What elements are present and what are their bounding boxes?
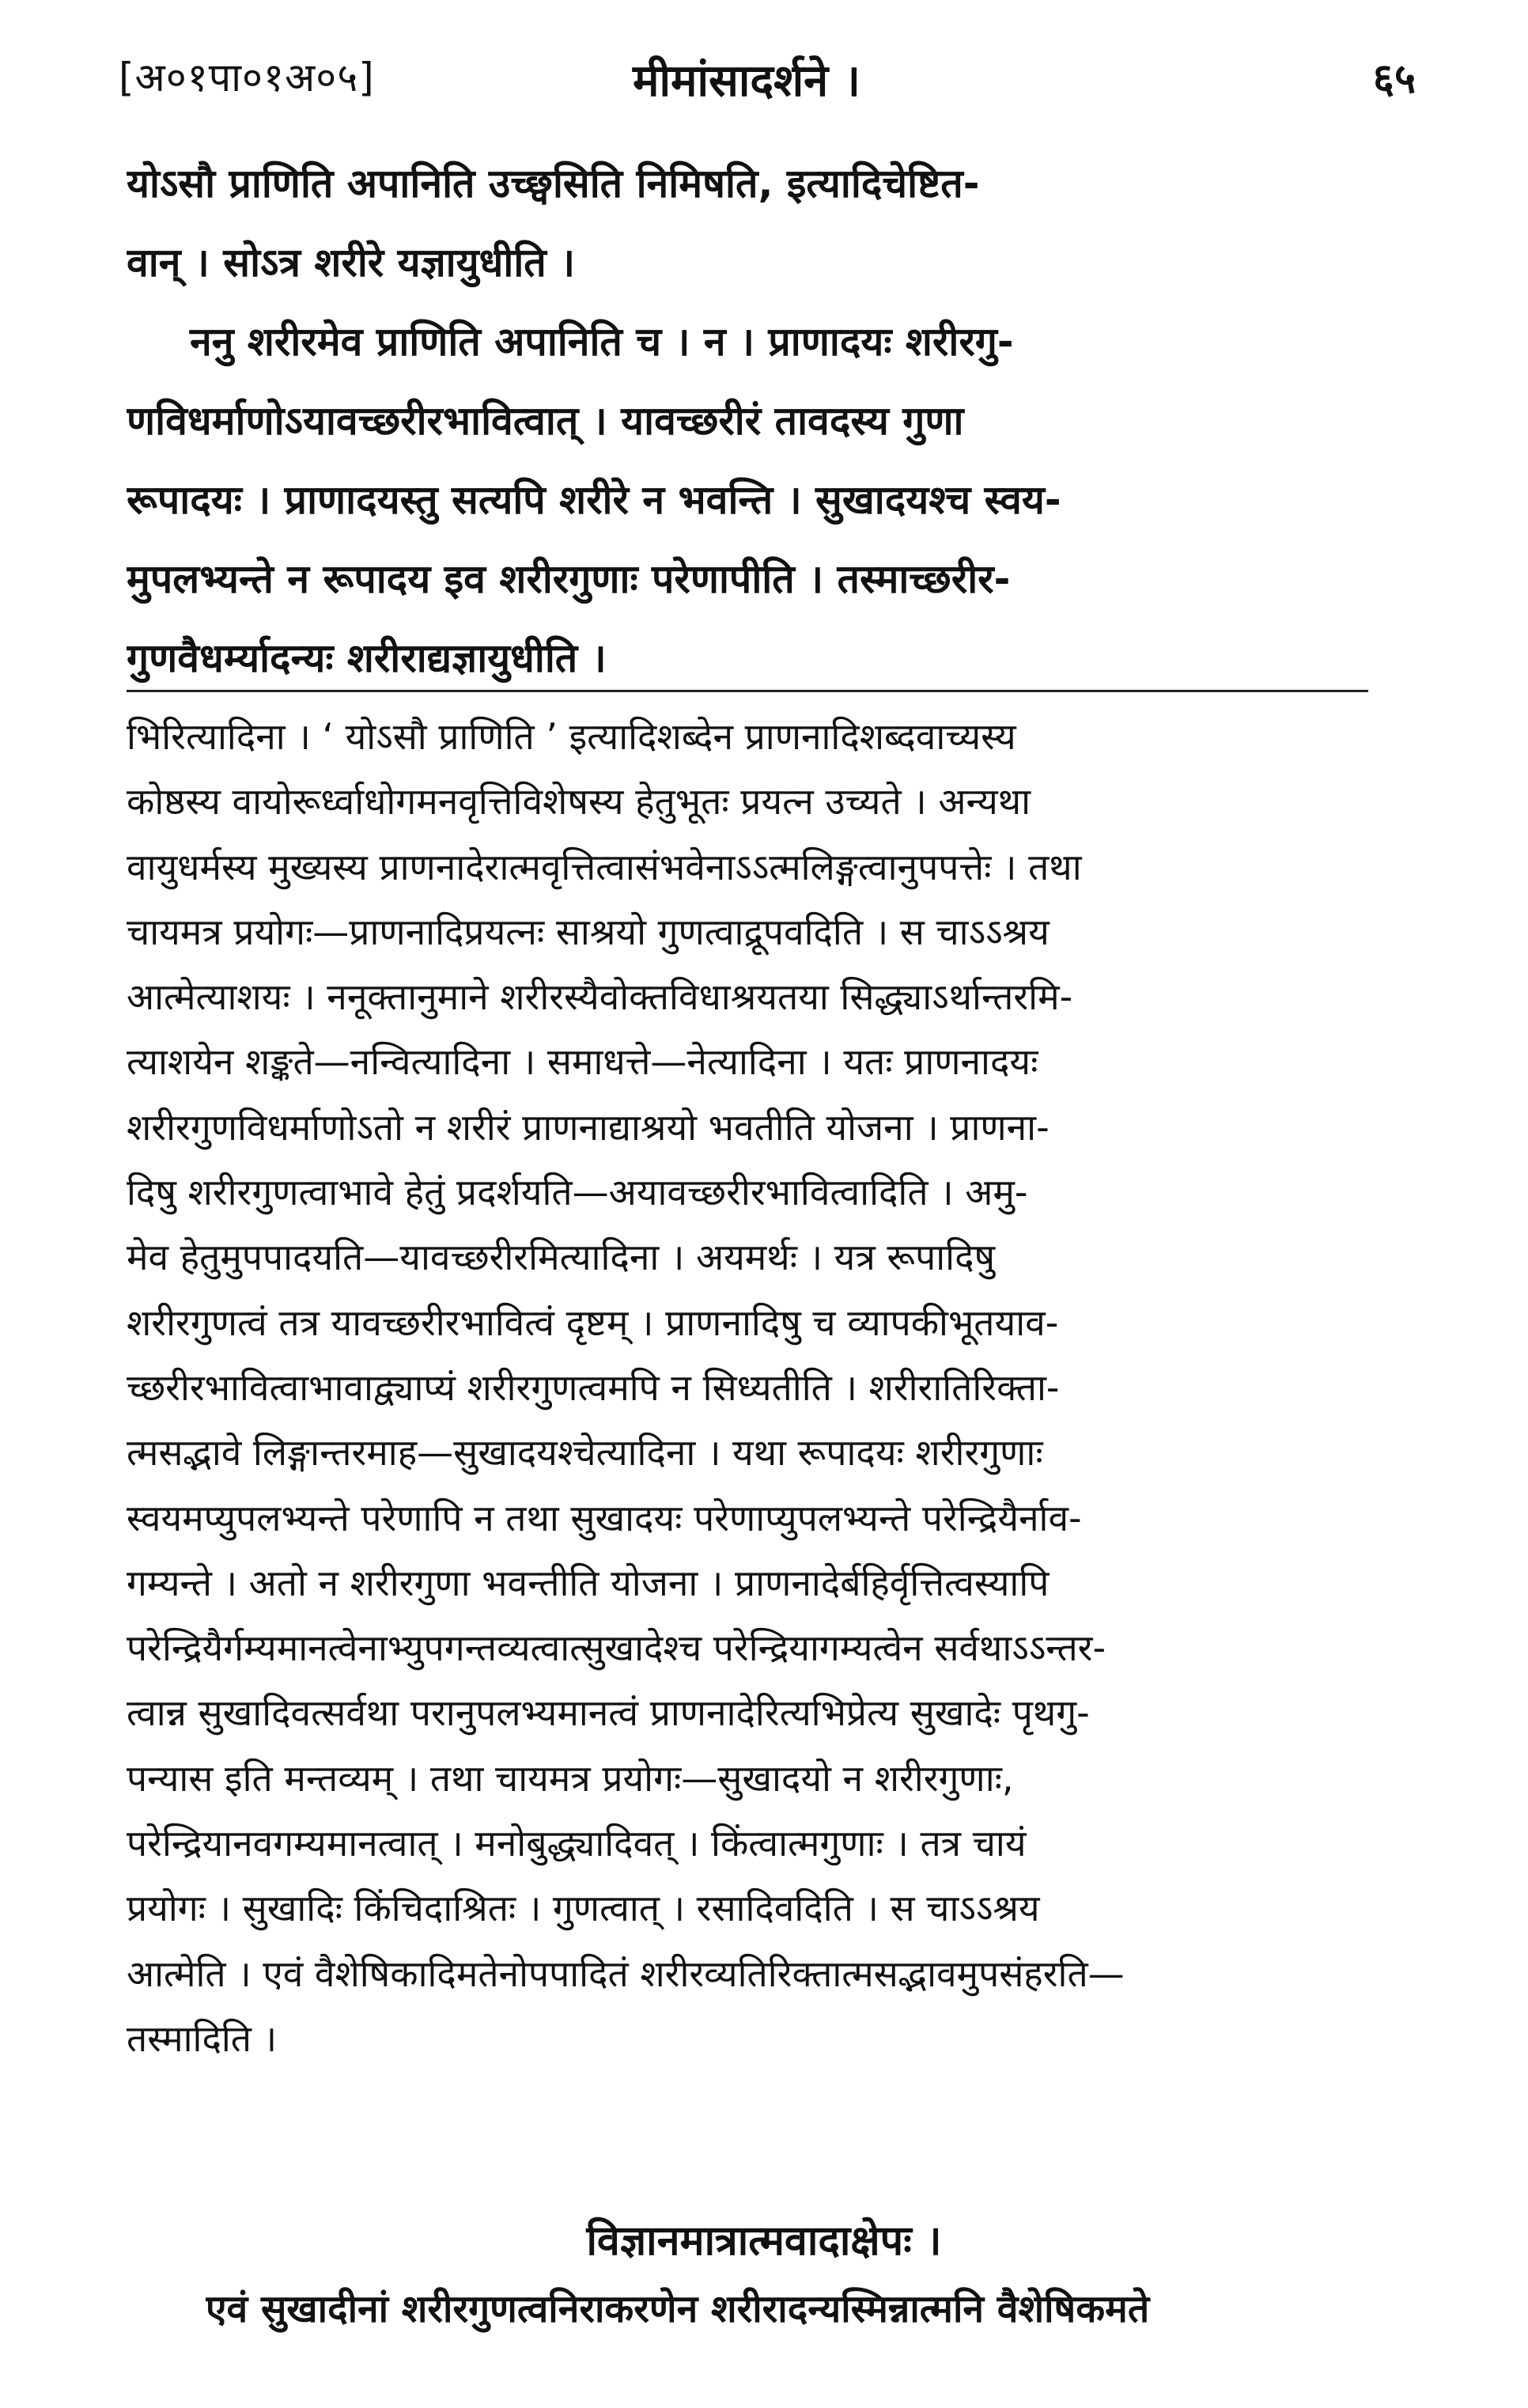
commentary-line: परेन्द्रियानवगम्यमानत्वात् । मनोबुद्ध्यादिवत् । किंत्वात्मगुणाः । तत्र चायं bbox=[127, 1822, 1027, 1865]
commentary-line: त्याशयेन शङ्कते—नन्वित्यादिना । समाधत्ते—नेत्यादिना । यतः प्राणनादयः bbox=[127, 1040, 1038, 1084]
commentary-line: शरीरगुणविधर्माणोऽतो न शरीरं प्राणनाद्याश्रयो भवतीति योजना । प्राणना- bbox=[127, 1105, 1050, 1149]
commentary-block bbox=[127, 704, 1392, 2071]
page-number: ६५ bbox=[1372, 55, 1416, 103]
commentary-line: भिरित्यादिना । ‘ योऽसौ प्राणिति ’ इत्यादिशब्देन प्राणनादिशब्दवाच्यस्य bbox=[127, 715, 1016, 758]
commentary-line: वायुधर्मस्य मुख्यस्य प्राणनादेरात्मवृत्तित्वासंभवेनाऽऽत्मलिङ्गत्वानुपपत्तेः । तथा bbox=[127, 845, 1082, 888]
commentary-line: चायमत्र प्रयोगः—प्राणनादिप्रयत्नः साश्रयो गुणत्वाद्रूपवदिति । स चाऽऽश्रय bbox=[127, 910, 1050, 953]
section-subheading: विज्ञानमात्रात्मवादाक्षेपः । bbox=[586, 2217, 942, 2265]
section-divider bbox=[127, 690, 1368, 692]
page-header bbox=[119, 49, 1416, 120]
commentary-line: दिषु शरीरगुणत्वाभावे हेतुं प्रदर्शयति—अयावच्छरीरभावित्वादिति । अमु- bbox=[127, 1171, 1028, 1214]
commentary-line: शरीरगुणत्वं तत्र यावच्छरीरभावित्वं दृष्टम् । प्राणनादिषु च व्यापकीभूतयाव- bbox=[127, 1301, 1059, 1344]
running-title: मीमांसादर्शने । bbox=[633, 55, 860, 107]
commentary-line: च्छरीरभावित्वाभावाद्व्याप्यं शरीरगुणत्वमपि न सिध्यतीति । शरीरातिरिक्ता- bbox=[127, 1365, 1060, 1409]
commentary-line: त्वान्न सुखादिवत्सर्वथा परानुपलभ्यमानत्वं प्राणनादेरित्यभिप्रेत्य सुखादेः पृथगु- bbox=[127, 1691, 1090, 1735]
main-text-line: योऽसौ प्राणिति अपानिति उच्छ्वसिति निमिषति, इत्यादिचेष्टित- bbox=[127, 161, 980, 206]
commentary-line: त्मसद्भावे लिङ्गान्तरमाह—सुखादयश्चेत्यादिना । यथा रूपादयः शरीरगुणाः bbox=[127, 1431, 1043, 1475]
main-text-line: गुणवैधर्म्यादन्यः शरीराद्यज्ञायुधीति । bbox=[127, 635, 607, 681]
main-text-line: रूपादयः । प्राणादयस्तु सत्यपि शरीरे न भवन्ति । सुखादयश्च स्वय- bbox=[127, 477, 1061, 523]
main-text-line: ननु शरीरमेव प्राणिति अपानिति च । न । प्राणादयः शरीरगु- bbox=[190, 319, 1014, 365]
commentary-line: प्रयोगः । सुखादिः किंचिदाश्रितः । गुणत्वात् । रसादिवदिति । स चाऽऽश्रय bbox=[127, 1887, 1040, 1930]
commentary-line: स्वयमप्युपलभ्यन्ते परेणापि न तथा सुखादयः परेणाप्युपलभ्यन्ते परेन्द्रियैर्नाव- bbox=[127, 1496, 1082, 1539]
commentary-line: आत्मेत्याशयः । ननूक्तानुमाने शरीरस्यैवोक्तविधाश्रयतया सिद्ध्याऽर्थान्तरमि- bbox=[127, 975, 1073, 1019]
commentary-line: परेन्द्रियैर्गम्यमानत्वेनाभ्युपगन्तव्यत्वात्सुखादेश्च परेन्द्रियागम्यत्वेन सर्वथाऽऽन्तर- bbox=[127, 1626, 1106, 1670]
final-main-text-line: एवं सुखादीनां शरीरगुणत्वनिराकरणेन शरीरादन्यस्मिन्नात्मनि वैशेषिकमते bbox=[206, 2287, 1150, 2331]
commentary-line: कोष्ठस्य वायोरूर्ध्वाधोगमनवृत्तिविशेषस्य हेतुभूतः प्रयत्न उच्यते । अन्यथा bbox=[127, 780, 1031, 823]
main-text-line: णविधर्माणोऽयावच्छरीरभावित्वात् । यावच्छरीरं तावदस्य गुणा bbox=[127, 398, 964, 444]
commentary-line: पन्यास इति मन्तव्यम् । तथा चायमत्र प्रयोगः—सुखादयो न शरीरगुणाः, bbox=[127, 1756, 1014, 1800]
main-text-block bbox=[127, 144, 1392, 698]
main-text-line: वान् । सोऽत्र शरीरे यज्ञायुधीति । bbox=[127, 240, 576, 286]
commentary-line: तस्मादिति । bbox=[127, 2016, 278, 2060]
commentary-line: मेव हेतुमुपपादयति—यावच्छरीरमित्यादिना । अयमर्थः । यत्र रूपादिषु bbox=[127, 1236, 996, 1279]
section-reference: [अ०१पा०१अ०५] bbox=[119, 55, 375, 100]
main-text-line: मुपलभ्यन्ते न रूपादय इव शरीरगुणाः परेणापीति । तस्माच्छरीर- bbox=[127, 556, 1011, 602]
commentary-line: आत्मेति । एवं वैशेषिकादिमतेनोपपादितं शरीरव्यतिरिक्तात्मसद्भावमुपसंहरति— bbox=[127, 1952, 1125, 1995]
commentary-line: गम्यन्ते । अतो न शरीरगुणा भवन्तीति योजना । प्राणनादेर्बहिर्वृत्तित्वस्यापि bbox=[127, 1561, 1050, 1604]
